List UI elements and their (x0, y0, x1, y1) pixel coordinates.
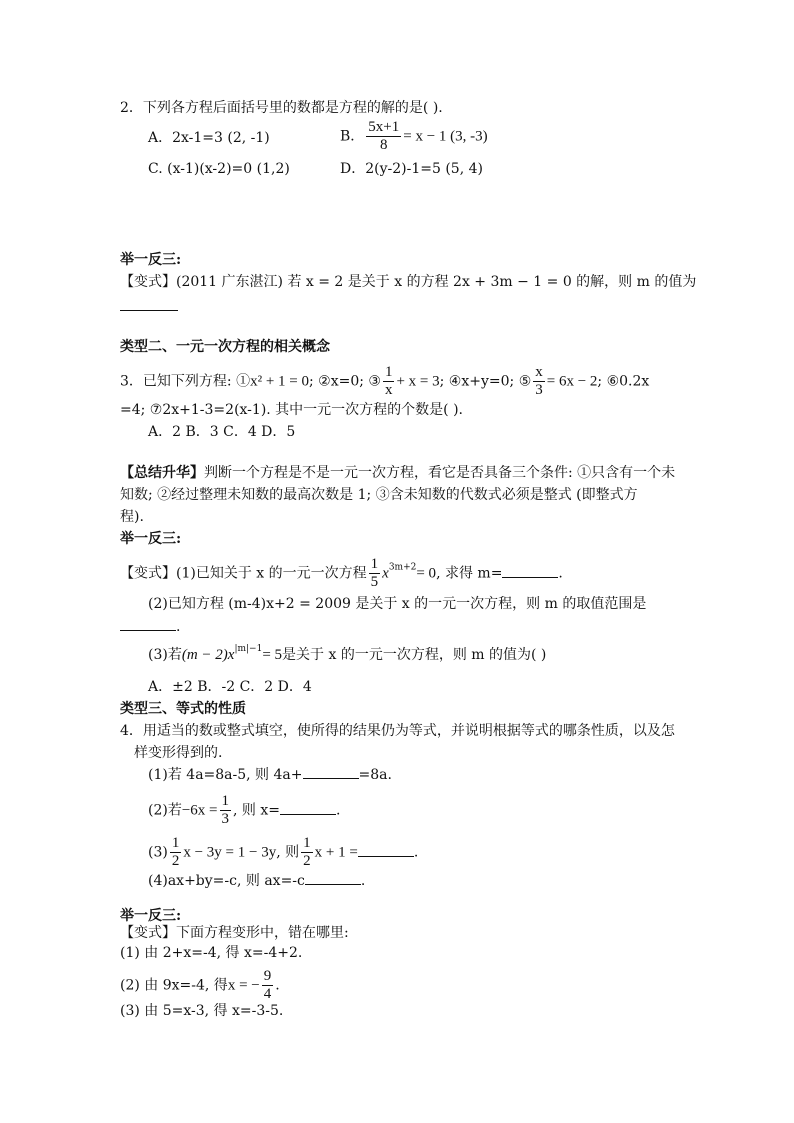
answer-blank (120, 296, 178, 311)
fraction-denominator: 2 (171, 853, 180, 869)
ex3-item2 (120, 968, 280, 1003)
part2-fraction (220, 793, 232, 828)
answer-blank (303, 764, 359, 779)
summary-line2: 知数; ②经过整理未知数的最高次数是 1; ③含未知数的代数式必须是整式 (即整式方 (120, 487, 638, 503)
q2-option-b-fraction (366, 119, 401, 154)
variant-text: (3)若 (148, 647, 182, 663)
answer-blank (502, 563, 558, 578)
ex3-item1: (1) 由 2+x=-4, 得 x=-4+2. (120, 945, 303, 961)
q2-option-b (340, 119, 488, 154)
fraction-numerator: 1 (370, 556, 379, 572)
part-text: (1)若 4a=8a-5, 则 4a+ (148, 767, 303, 783)
fraction-denominator: x (384, 382, 393, 398)
q4-line1: 4．用适当的数或整式填空，使所得的结果仍为等式，并说明根据等式的哪条性质，以及怎 (120, 723, 675, 739)
ex3-heading: 举一反三: (120, 908, 182, 924)
part3-fraction (170, 835, 182, 870)
part-text: (3) (148, 844, 168, 861)
q2-option-a: A．2x-1=3 (2, -1) (148, 130, 270, 146)
q3-options: A．2 B．3 C．4 D．5 (148, 424, 296, 440)
summary-text: 判断一个方程是不是一元一次方程，看它是否具备三个条件: ①只含有一个未 (204, 465, 676, 481)
variant-text: , 求得 m= (436, 565, 503, 582)
fraction-denominator: 4 (263, 986, 272, 1002)
fraction-numerator: 5x+1 (368, 119, 400, 135)
fraction-denominator: 5 (370, 574, 379, 590)
answer-blank (358, 842, 414, 857)
q3-line1 (120, 364, 649, 399)
q2-option-c: C. (x-1)(x-2)=0 (1,2) (148, 161, 290, 177)
ex2-variant2-line1: (2)已知方程 (m-4)x+2 = 2009 是关于 x 的一元一次方程，则 m 的取值范围是 (148, 596, 647, 612)
part-text: , 则 x= (233, 802, 280, 819)
fraction-numerator: 1 (171, 835, 180, 851)
variant3-expr: (m − 2)x (181, 647, 235, 663)
ex2-variant3-options: A．±2 B．-2 C．2 D．4 (148, 679, 312, 695)
part3-eq2: x + 1 = (314, 844, 358, 861)
ex2-variant2-line2 (120, 616, 180, 637)
type3-heading: 类型三、等式的性质 (120, 701, 246, 717)
fraction-denominator: 2 (303, 853, 311, 869)
ex2-heading: 举一反三: (120, 531, 182, 547)
q2-option-b-label: B． (340, 128, 365, 145)
q4-line2: 样变形得到的. (134, 745, 223, 761)
item-text: (2) 由 9x=-4, 得 (120, 977, 228, 994)
q2-option-b-rest: = x − 1 (3, -3) (403, 128, 488, 145)
part-text: . (360, 873, 366, 889)
summary-label: 【总结升华】 (120, 465, 204, 481)
part-text: (4)ax+by=-c, 则 ax=-c (148, 873, 305, 889)
part-text: (2)若 (148, 802, 182, 819)
q3-text: ; ②x=0; ③ (309, 373, 381, 390)
q4-part3 (148, 835, 418, 870)
item2-fraction (262, 968, 274, 1003)
q3-eq3: + x = 3 (396, 373, 440, 390)
variant-text: . (176, 619, 181, 635)
q4-part4 (148, 870, 365, 891)
ex1-heading: 举一反三: (120, 252, 182, 268)
q3-text: ; ⑥0.2x (597, 373, 650, 390)
q3-frac5 (533, 364, 545, 399)
q3-frac3 (383, 364, 395, 399)
answer-blank (305, 870, 361, 885)
part3-fraction2 (301, 835, 313, 870)
variant1-exponent: 3m+2 (388, 562, 417, 573)
q2-stem: 2．下列各方程后面括号里的数都是方程的解的是( ). (120, 100, 443, 116)
part2-eq: −6x = (181, 802, 218, 819)
variant-text: . (558, 565, 563, 582)
q2-option-d: D．2(y-2)-1=5 (5, 4) (340, 161, 483, 177)
fraction-numerator: 1 (384, 364, 393, 380)
variant1-expr: x (382, 565, 389, 582)
summary-line3: 程). (120, 509, 144, 525)
ex3-item3: (3) 由 5=x-3, 得 x=-3-5. (120, 1003, 284, 1019)
ex3-line1: 【变式】下面方程变形中，错在哪里: (120, 925, 349, 941)
summary-line1 (120, 463, 675, 483)
item-text: . (275, 977, 280, 994)
variant3-exponent: |m|−1 (234, 644, 263, 654)
fraction-denominator: 3 (535, 382, 543, 398)
variant-text: 是关于 x 的一元一次方程，则 m 的值为( ) (282, 647, 547, 663)
variant-text: 【变式】(1)已知关于 x 的一元一次方程 (120, 565, 367, 582)
part-text: , 则 (276, 844, 300, 861)
q3-eq1: x² + 1 = 0 (250, 373, 309, 390)
fraction-numerator: x (535, 364, 543, 380)
answer-blank (120, 616, 176, 631)
part3-eq: x − 3y = 1 − 3y (183, 844, 277, 861)
ex2-variant3 (148, 645, 546, 665)
part-text: . (336, 802, 341, 819)
part-text: . (413, 844, 419, 861)
q3-eq5: = 6x − 2 (546, 373, 598, 390)
ex1-answer-blank (120, 296, 178, 317)
q3-line2: =4; ⑦2x+1-3=2(x-1). 其中一元一次方程的个数是( ). (120, 402, 464, 418)
q4-part2 (148, 793, 340, 828)
fraction-denominator: 3 (221, 811, 230, 827)
q3-text: ; ④x+y=0; ⑤ (439, 373, 532, 390)
fraction-numerator: 1 (303, 835, 311, 851)
q4-part1 (148, 764, 392, 785)
item2-eq: x = − (227, 977, 260, 994)
variant1-eq: = 0 (416, 565, 437, 582)
variant3-eq: = 5 (262, 647, 283, 663)
fraction-denominator: 8 (380, 137, 388, 153)
fraction-numerator: 9 (263, 968, 272, 984)
fraction-numerator: 1 (221, 793, 230, 809)
q3-text: 3．已知下列方程: ① (120, 373, 251, 390)
type2-heading: 类型二、一元一次方程的相关概念 (120, 339, 330, 355)
ex2-variant1 (120, 556, 563, 591)
part-text: =8a. (358, 767, 392, 783)
variant1-fraction (369, 556, 381, 591)
answer-blank (280, 800, 336, 815)
ex1-line1: 【变式】(2011 广东湛江) 若 x = 2 是关于 x 的方程 2x + 3m − 1 = 0 的解，则 m 的值为 (120, 274, 697, 290)
